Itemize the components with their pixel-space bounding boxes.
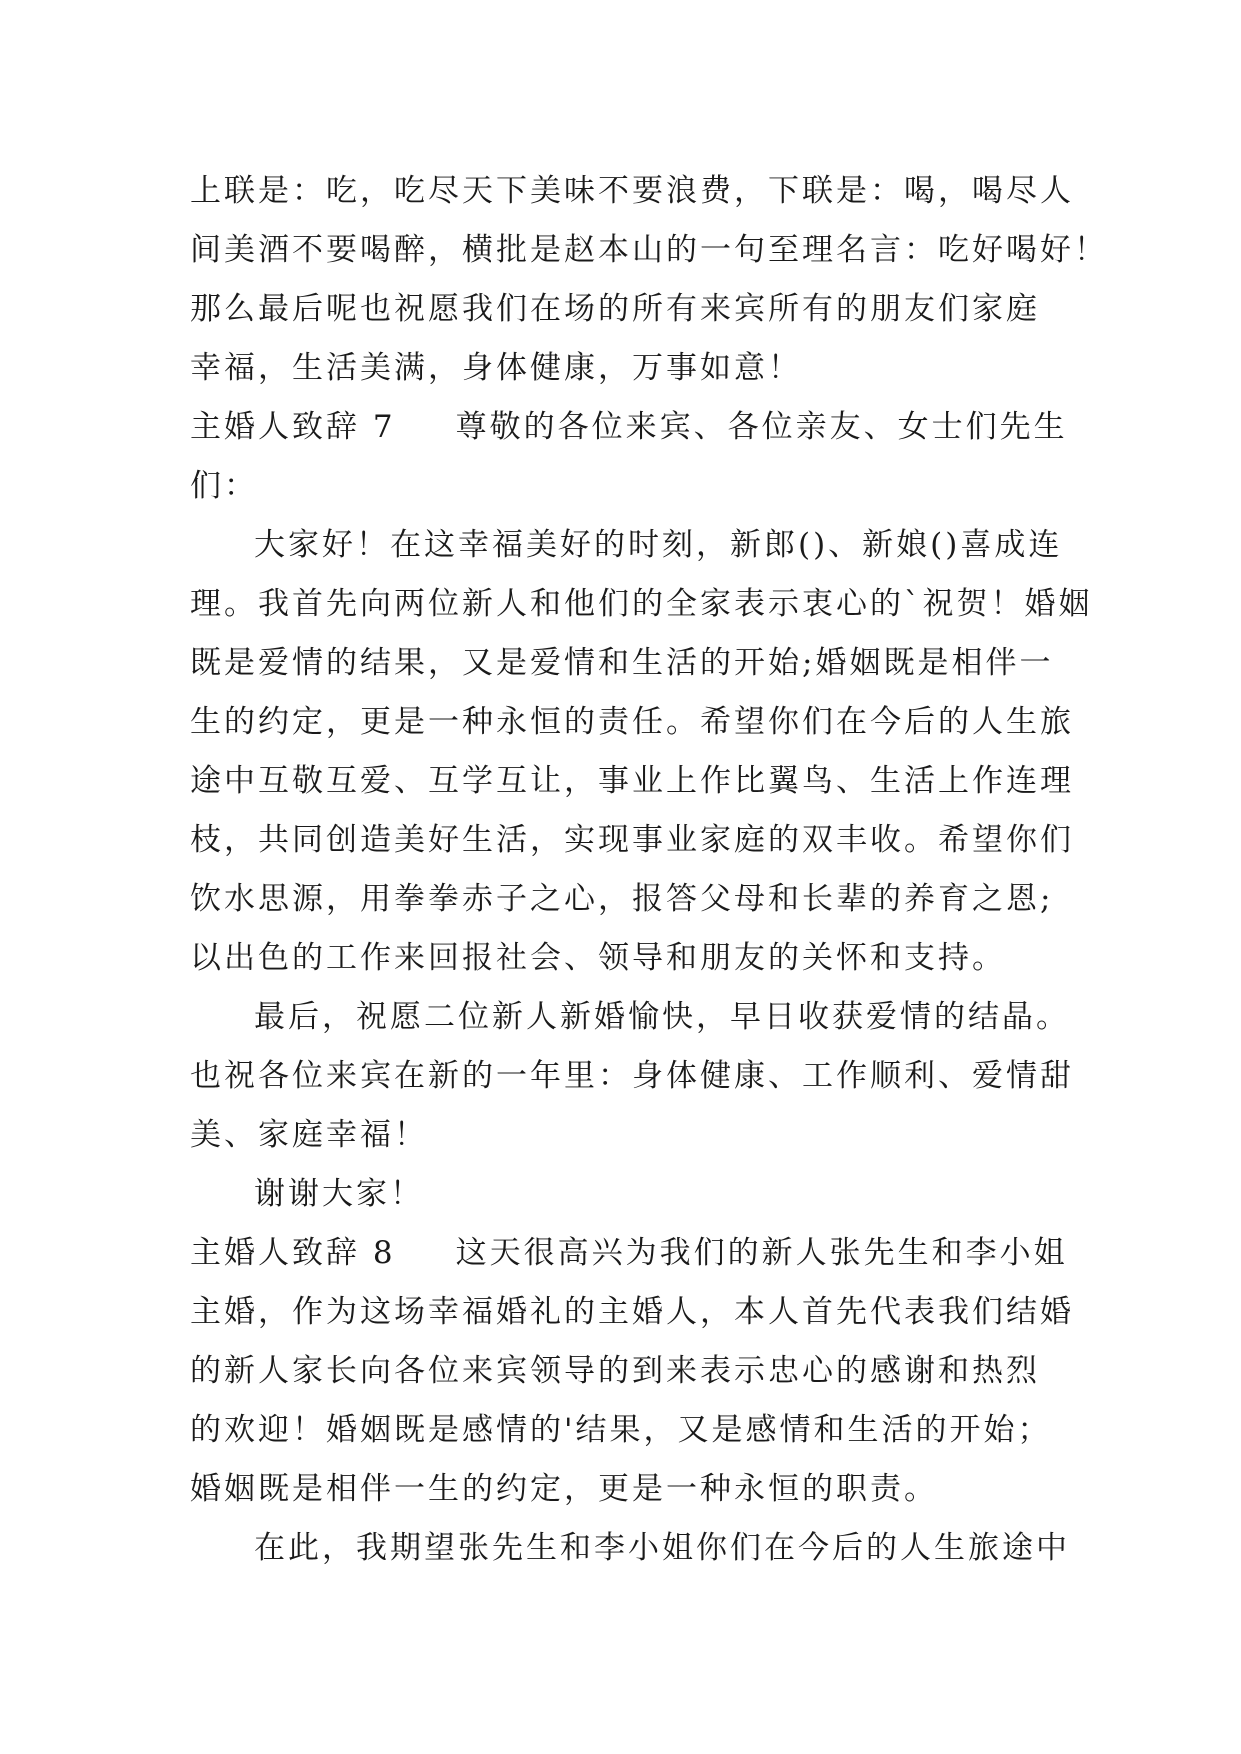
paragraph-line: 的新人家长向各位来宾领导的到来表示忠心的感谢和热烈 [190, 1353, 1040, 1389]
section-8-opening: 这天很高兴为我们的新人张先生和李小姐 [455, 1235, 1068, 1271]
section-7-heading-line [190, 398, 1070, 457]
paragraph-line: 那么最后呢也祝愿我们在场的所有来宾所有的朋友们家庭 [190, 291, 1040, 327]
paragraph-line: 也祝各位来宾在新的一年里：身体健康、工作顺利、爱情甜 [190, 1058, 1074, 1094]
section-7-opening-continued: 们： [190, 468, 258, 504]
paragraph-line: 途中互敬互爱、互学互让，事业上作比翼鸟、生活上作连理 [190, 763, 1074, 799]
paragraph-line: 最后，祝愿二位新人新婚愉快，早日收获爱情的结晶。 [254, 999, 1070, 1035]
paragraph-line: 枝，共同创造美好生活，实现事业家庭的双丰收。希望你们 [190, 822, 1074, 858]
paragraph-line: 在此，我期望张先生和李小姐你们在今后的人生旅途中 [254, 1530, 1070, 1566]
paragraph-line: 间美酒不要喝醉，横批是赵本山的一句至理名言：吃好喝好！ [190, 232, 1108, 268]
paragraph-line: 理。我首先向两位新人和他们的全家表示衷心的`祝贺！婚姻 [190, 586, 1093, 622]
paragraph-line: 的欢迎！婚姻既是感情的'结果，又是感情和生活的开始； [190, 1412, 1052, 1448]
section-7-opening: 尊敬的各位来宾、各位亲友、女士们先生 [455, 409, 1068, 445]
paragraph-line: 上联是：吃，吃尽天下美味不要浪费，下联是：喝，喝尽人 [190, 173, 1074, 209]
section-8-heading-line [190, 1224, 1070, 1283]
section-8-title: 主婚人致辞 8 [190, 1235, 396, 1271]
section-7-title: 主婚人致辞 7 [190, 409, 396, 445]
paragraph-line: 饮水思源，用拳拳赤子之心，报答父母和长辈的养育之恩; [190, 881, 1054, 917]
paragraph-line: 大家好！在这幸福美好的时刻，新郎()、新娘()喜成连 [254, 527, 1063, 563]
paragraph-line: 生的约定，更是一种永恒的责任。希望你们在今后的人生旅 [190, 704, 1074, 740]
paragraph-line: 主婚，作为这场幸福婚礼的主婚人，本人首先代表我们结婚 [190, 1294, 1074, 1330]
paragraph-line: 美、家庭幸福！ [190, 1117, 428, 1153]
paragraph-line: 幸福，生活美满，身体健康，万事如意！ [190, 350, 802, 386]
paragraph-line: 婚姻既是相伴一生的约定，更是一种永恒的职责。 [190, 1471, 938, 1507]
paragraph-line: 谢谢大家！ [254, 1176, 424, 1212]
paragraph-line: 以出色的工作来回报社会、领导和朋友的关怀和支持。 [190, 940, 1006, 976]
paragraph-line: 既是爱情的结果，又是爱情和生活的开始;婚姻既是相伴一 [190, 645, 1054, 681]
document-body [190, 162, 1108, 1578]
